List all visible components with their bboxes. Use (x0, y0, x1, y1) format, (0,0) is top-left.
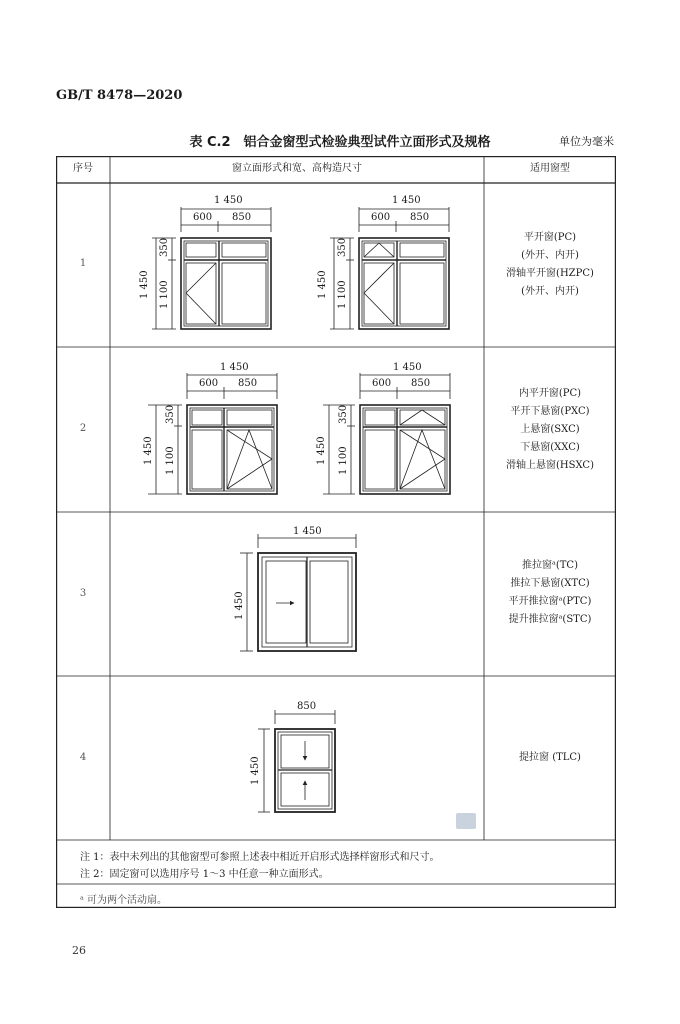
col-header-window-type: 适用窗型 (530, 163, 570, 174)
window-r4-vertical-sliding (258, 710, 335, 812)
dim-width-1: 600 (372, 378, 392, 389)
row-no-1: 1 (79, 258, 87, 269)
type-line: 推拉窗ᵃ(TC) (522, 560, 578, 571)
row-no-3: 3 (79, 588, 87, 599)
type-line: (外开、内开) (521, 286, 579, 297)
standard-code: GB/T 8478—2020 (56, 88, 183, 103)
type-line: 滑轴上悬窗(HSXC) (506, 460, 594, 471)
dim-total-height: 1 450 (317, 270, 328, 299)
type-line: 内平开窗(PC) (518, 388, 582, 399)
dim-total-height: 1 450 (250, 756, 261, 785)
type-line: (外开、内开) (521, 250, 579, 261)
type-line: 平开推拉窗ᵃ(PTC) (508, 596, 592, 607)
dim-height-1: 350 (159, 237, 170, 257)
dim-total-height: 1 450 (234, 591, 245, 620)
dim-height-1: 350 (338, 404, 349, 424)
footnote-a: ᵃ 可为两个活动扇。 (80, 895, 168, 906)
dim-total-height: 1 450 (139, 270, 150, 299)
type-line: 滑轴平开窗(HZPC) (506, 268, 594, 279)
dim-width-1: 600 (199, 378, 219, 389)
col-header-elevation: 窗立面形式和宽、高构造尺寸 (232, 163, 362, 174)
dim-width-1: 600 (371, 212, 391, 223)
type-line: 上悬窗(SXC) (520, 424, 580, 435)
row-no-4: 4 (79, 752, 87, 763)
type-line: 提升推拉窗ᵃ(STC) (508, 614, 592, 625)
dim-total-height: 1 450 (316, 436, 327, 465)
watermark-logo (456, 813, 476, 829)
type-line: 平开下悬窗(PXC) (510, 406, 590, 417)
dim-total-width: 1 450 (220, 362, 249, 373)
window-r2-right (323, 373, 450, 494)
dim-height-2: 1 100 (159, 280, 170, 309)
dim-height-2: 1 100 (338, 446, 349, 475)
col-header-no: 序号 (73, 163, 93, 174)
dim-width-2: 850 (232, 212, 252, 223)
dim-width-2: 850 (410, 212, 430, 223)
unit-label: 单位为毫米 (559, 135, 614, 148)
window-r1-right (330, 207, 449, 329)
page-number: 26 (72, 944, 86, 957)
dim-total-width: 1 450 (293, 526, 322, 537)
dim-width-2: 850 (238, 378, 258, 389)
note-2: 注 2：固定窗可以选用序号 1～3 中任意一种立面形式。 (80, 869, 329, 880)
type-line: 提拉窗 (TLC) (519, 752, 581, 763)
dim-height-2: 1 100 (165, 446, 176, 475)
dim-width-2: 850 (411, 378, 431, 389)
type-line: 推拉下悬窗(XTC) (510, 578, 590, 589)
type-line: 下悬窗(XXC) (520, 442, 580, 453)
dim-width-1: 600 (193, 212, 213, 223)
window-r3-sliding (240, 534, 356, 651)
type-line: 平开窗(PC) (523, 232, 577, 243)
dim-width-4: 850 (297, 701, 317, 712)
row-no-2: 2 (79, 423, 87, 434)
window-r2-left (148, 373, 277, 494)
note-1: 注 1：表中未列出的其他窗型可参照上述表中相近开启形式选择样窗形式和尺寸。 (80, 852, 440, 863)
window-r1-left (152, 207, 271, 329)
dim-height-1: 350 (165, 404, 176, 424)
dim-height-1: 350 (337, 237, 348, 257)
dim-total-width: 1 450 (392, 195, 421, 206)
dim-total-width: 1 450 (393, 362, 422, 373)
dim-total-width: 1 450 (214, 195, 243, 206)
dim-height-2: 1 100 (337, 280, 348, 309)
table-title: 表 C.2 铝合金窗型式检验典型试件立面形式及规格 (189, 135, 491, 150)
dim-total-height: 1 450 (143, 436, 154, 465)
